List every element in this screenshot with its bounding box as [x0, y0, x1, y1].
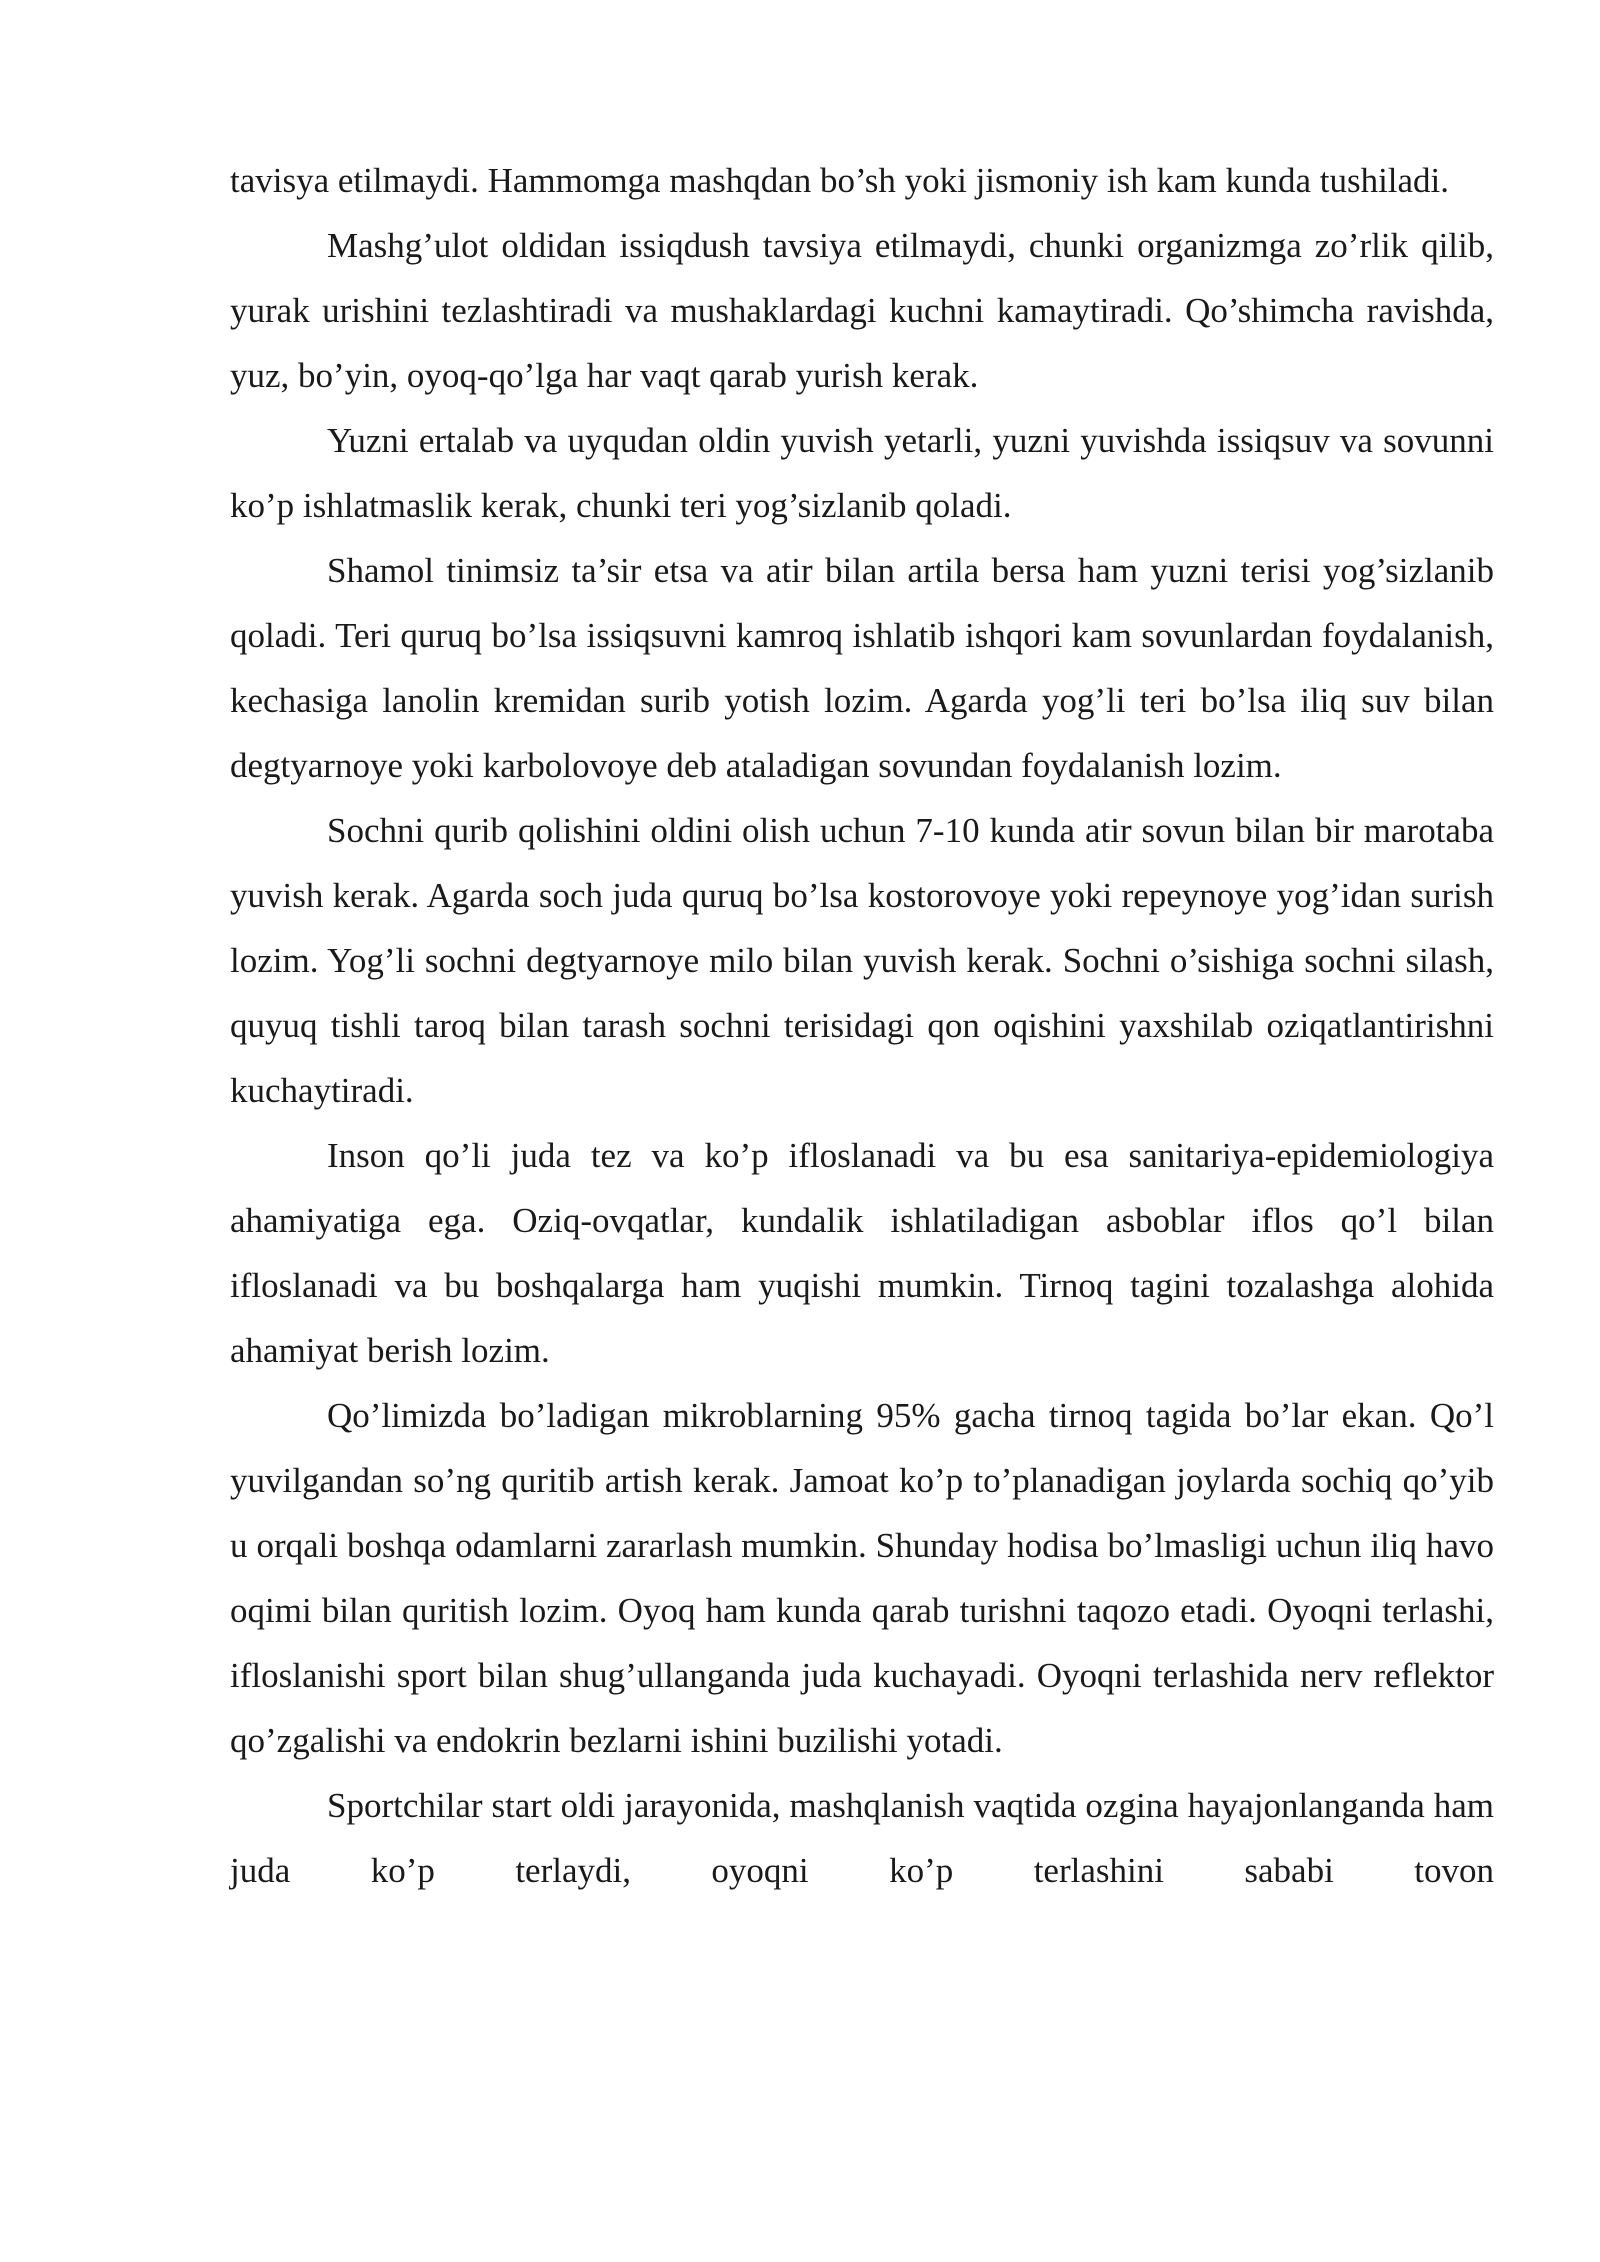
paragraph-3: Yuzni ertalab va uyqudan oldin yuvish yetarli, yuzni yuvishda issiqsuv va sovunni ko’p ishlatmaslik kerak, chunki teri yog’sizlanib qoladi. — [230, 421, 1494, 525]
document-body — [230, 148, 1494, 1903]
paragraph-8: Sportchilar start oldi jarayonida, mashqlanish vaqtida ozgina hayajonlanganda ham juda ko’p terlaydi, oyoqni ko’p terlashini sababi tovon — [230, 1786, 1494, 1890]
paragraph-6: Inson qo’li juda tez va ko’p ifloslanadi va bu esa sanitariya-epidemiologiya ahamiyatiga ega. Oziq-ovqatlar, kundalik ishlatiladigan asboblar iflos qo’l bilan ifloslanadi va bu boshqalarga ham yuqishi mumkin. Tirnoq tagini tozalashga alohida ahamiyat berish lozim. — [230, 1136, 1494, 1370]
paragraph-4: Shamol tinimsiz ta’sir etsa va atir bilan artila bersa ham yuzni terisi yog’sizlanib qoladi. Teri quruq bo’lsa issiqsuvni kamroq ishlatib ishqori kam sovunlardan foydalanish, kechasiga lanolin kremidan surib yotish lozim. Agarda yog’li teri bo’lsa iliq suv bilan degtyarnoye yoki karbolovoye deb ataladigan sovundan foydalanish lozim. — [230, 551, 1494, 785]
paragraph-2: Mashg’ulot oldidan issiqdush tavsiya etilmaydi, chunki organizmga zo’rlik qilib, yurak urishini tezlashtiradi va mushaklardagi kuchni kamaytiradi. Qo’shimcha ravishda, yuz, bo’yin, oyoq-qo’lga har vaqt qarab yurish kerak. — [230, 226, 1494, 395]
paragraph-5: Sochni qurib qolishini oldini olish uchun 7-10 kunda atir sovun bilan bir marotaba yuvish kerak. Agarda soch juda quruq bo’lsa kostorovoye yoki repeynoye yog’idan surish lozim. Yog’li sochni degtyarnoye milo bilan yuvish kerak. Sochni o’sishiga sochni silash, quyuq tishli taroq bilan tarash sochni terisidagi qon oqishini yaxshilab oziqatlantirishni kuchaytiradi. — [230, 811, 1494, 1110]
paragraph-1: tavisya etilmaydi. Hammomga mashqdan bo’sh yoki jismoniy ish kam kunda tushiladi. — [230, 161, 1450, 200]
paragraph-7: Qo’limizda bo’ladigan mikroblarning 95% gacha tirnoq tagida bo’lar ekan. Qo’l yuvilgandan so’ng quritib artish kerak. Jamoat ko’p to’planadigan joylarda sochiq qo’yib u orqali boshqa odamlarni zararlash mumkin. Shunday hodisa bo’lmasligi uchun iliq havo oqimi bilan quritish lozim. Oyoq ham kunda qarab turishni taqozo etadi. Oyoqni terlashi, ifloslanishi sport bilan shug’ullanganda juda kuchayadi. Oyoqni terlashida nerv reflektor qo’zgalishi va endokrin bezlarni ishini buzilishi yotadi. — [230, 1396, 1494, 1760]
